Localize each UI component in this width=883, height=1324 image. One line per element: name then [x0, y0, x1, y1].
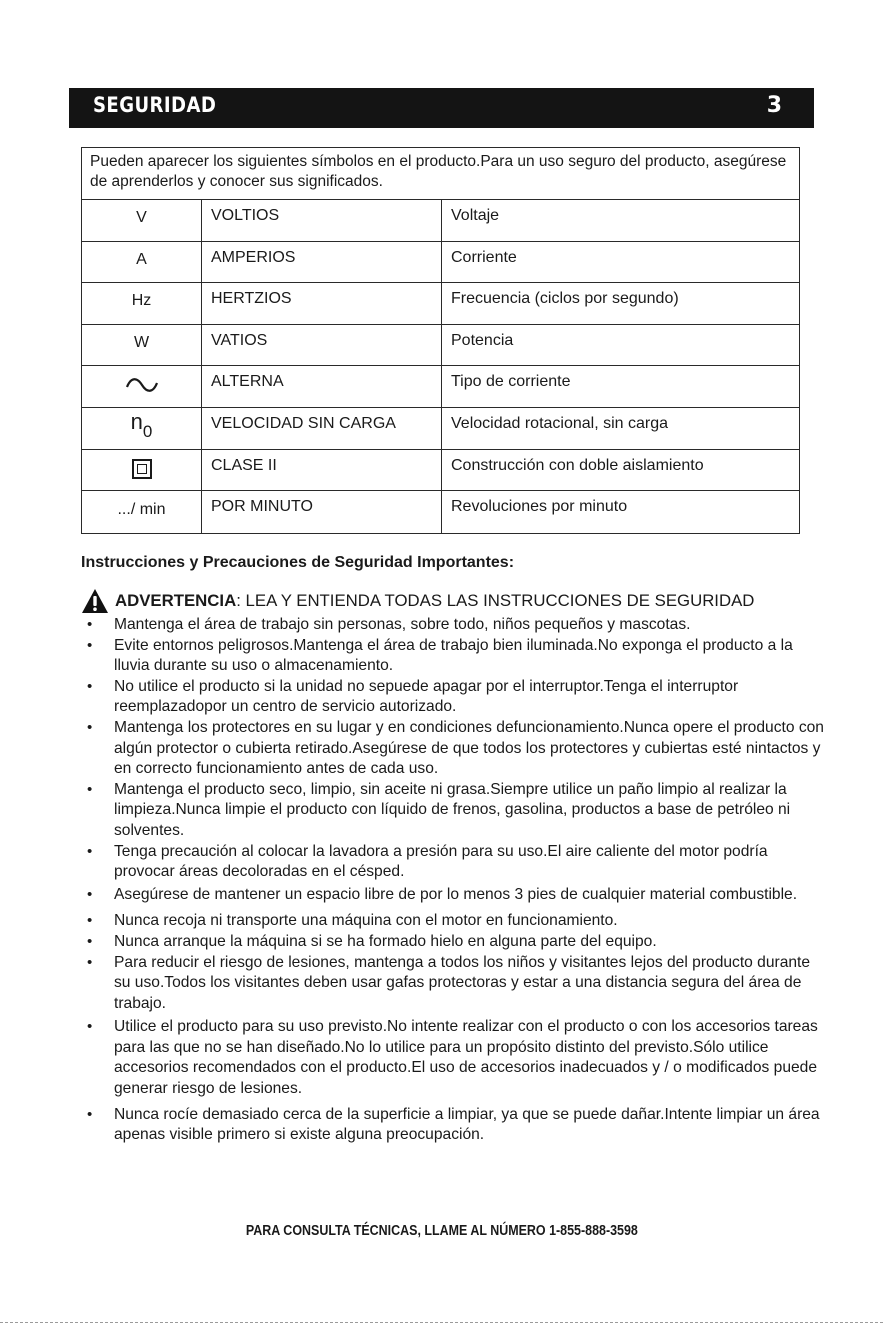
safety-instructions-list	[81, 615, 826, 1146]
list-item: • Mantenga el área de trabajo sin personas, sobre todo, niños pequeños y mascotas.	[87, 616, 691, 633]
symbol-name: CLASE II	[202, 450, 442, 491]
table-row	[82, 408, 799, 450]
list-item: • Nunca rocíe demasiado cerca de la superficie a limpiar, ya que se puede dañar.Intente limpiar un área apenas visible primero si existe alguna preocupación.	[87, 1105, 820, 1144]
symbol-description: Voltaje	[451, 207, 500, 224]
symbol-cell: A	[82, 242, 202, 283]
symbols-table	[81, 147, 800, 534]
symbol-name: VATIOS	[202, 325, 442, 366]
symbol-description: Potencia	[451, 331, 514, 349]
symbol-cell	[82, 366, 202, 407]
table-row	[82, 283, 799, 325]
list-item: • Mantenga los protectores en su lugar y en condiciones defuncionamiento.Nunca opere el producto con algún protector o cubierta retirado.Asegúrese de que todos los protectores y cubiertas esté nintactos y en correcto funcionamiento antes de cada uso.	[87, 718, 824, 778]
list-item: • Evite entornos peligrosos.Mantenga el área de trabajo bien iluminada.No exponga el producto a la lluvia durante su uso o almacenamiento.	[87, 636, 793, 675]
table-row	[82, 366, 799, 408]
symbol-name: VELOCIDAD SIN CARGA	[202, 408, 442, 449]
section-title: SEGURIDAD	[93, 93, 217, 117]
symbol-cell: Hz	[82, 283, 202, 324]
list-item: • No utilice el producto si la unidad no sepuede apagar por el interruptor.Tenga el interruptor reemplazadopor un centro de servicio autorizado.	[87, 677, 739, 716]
table-row	[82, 491, 799, 533]
symbol-name: HERTZIOS	[202, 283, 442, 324]
list-item: • Utilice el producto para su uso previsto.No intente realizar con el producto o con los accesorios tareas para las que no se han diseñado.No lo utilice para un propósito distinto del previsto.Sólo utilice accesorios recomendados con el producto.El uso de accesorios inadecuados y / o modificados puede generar riesgo de lesiones.	[87, 1018, 818, 1098]
symbol-cell	[82, 450, 202, 491]
page-number: 3	[766, 93, 782, 118]
symbol-description: Construcción con doble aislamiento	[451, 456, 704, 474]
table-row	[82, 200, 799, 242]
section-header-bar	[69, 88, 814, 128]
warning-text: : LEA Y ENTIENDA TODAS LAS INSTRUCCIONES DE SEGURIDAD	[236, 591, 755, 610]
symbols-intro: Pueden aparecer los siguientes símbolos en el producto.Para un uso seguro del producto, asegúrese de aprenderlos y conocer sus significados.	[82, 148, 799, 200]
table-row	[82, 242, 799, 284]
no-load-speed-symbol: $n_0$	[130, 409, 153, 442]
instructions-heading: Instrucciones y Precauciones de Seguridad Importantes:	[81, 554, 515, 571]
list-item: • Para reducir el riesgo de lesiones, mantenga a todos los niños y visitantes lejos del producto durante su uso.Todos los visitantes deben usar gafas protectoras y estar a una distancia segura del área de trabajo.	[87, 953, 811, 1012]
table-row	[82, 325, 799, 367]
symbol-cell: .../ min	[82, 491, 202, 533]
alternating-current-icon	[125, 375, 159, 395]
symbol-description: Velocidad rotacional, sin carga	[451, 414, 669, 432]
symbol-cell: W	[82, 325, 202, 366]
symbol-description: Revoluciones por minuto	[451, 498, 628, 516]
warning-triangle-icon	[81, 588, 109, 614]
symbol-description: Frecuencia (ciclos por segundo)	[451, 290, 679, 308]
footer	[0, 1222, 883, 1240]
list-item: • Tenga precaución al colocar la lavadora a presión para su uso.El aire caliente del motor podría provocar áreas decoloradas en el césped.	[87, 842, 768, 881]
class-ii-double-square-icon	[132, 459, 152, 479]
symbol-cell	[82, 408, 202, 449]
table-row	[82, 450, 799, 492]
list-item: • Nunca recoja ni transporte una máquina con el motor en funcionamiento.	[87, 912, 618, 930]
list-item: • Nunca arranque la máquina si se ha formado hielo en alguna parte del equipo.	[87, 932, 657, 950]
symbol-name: AMPERIOS	[202, 242, 442, 283]
warning-label: ADVERTENCIA	[115, 591, 237, 610]
symbol-description: Corriente	[451, 248, 517, 266]
symbol-name: ALTERNA	[202, 366, 442, 407]
list-item: • Mantenga el producto seco, limpio, sin aceite ni grasa.Siempre utilice un paño limpio al realizar la limpieza.Nunca limpie el producto con líquido de frenos, gasolina, productos a base de petróleo ni solventes.	[87, 780, 791, 839]
warning-line	[81, 588, 754, 614]
symbol-name: VOLTIOS	[202, 200, 442, 241]
symbol-cell: V	[82, 200, 202, 241]
support-phone-text: PARA CONSULTA TÉCNICAS, LLAME AL NÚMERO 1-855-888-3598	[245, 1223, 638, 1239]
list-item: • Asegúrese de mantener un espacio libre de por lo menos 3 pies de cualquier material combustible.	[87, 885, 798, 903]
symbol-description: Tipo de corriente	[451, 373, 571, 391]
page-bottom-divider	[0, 1322, 883, 1323]
symbol-name: POR MINUTO	[202, 491, 442, 533]
